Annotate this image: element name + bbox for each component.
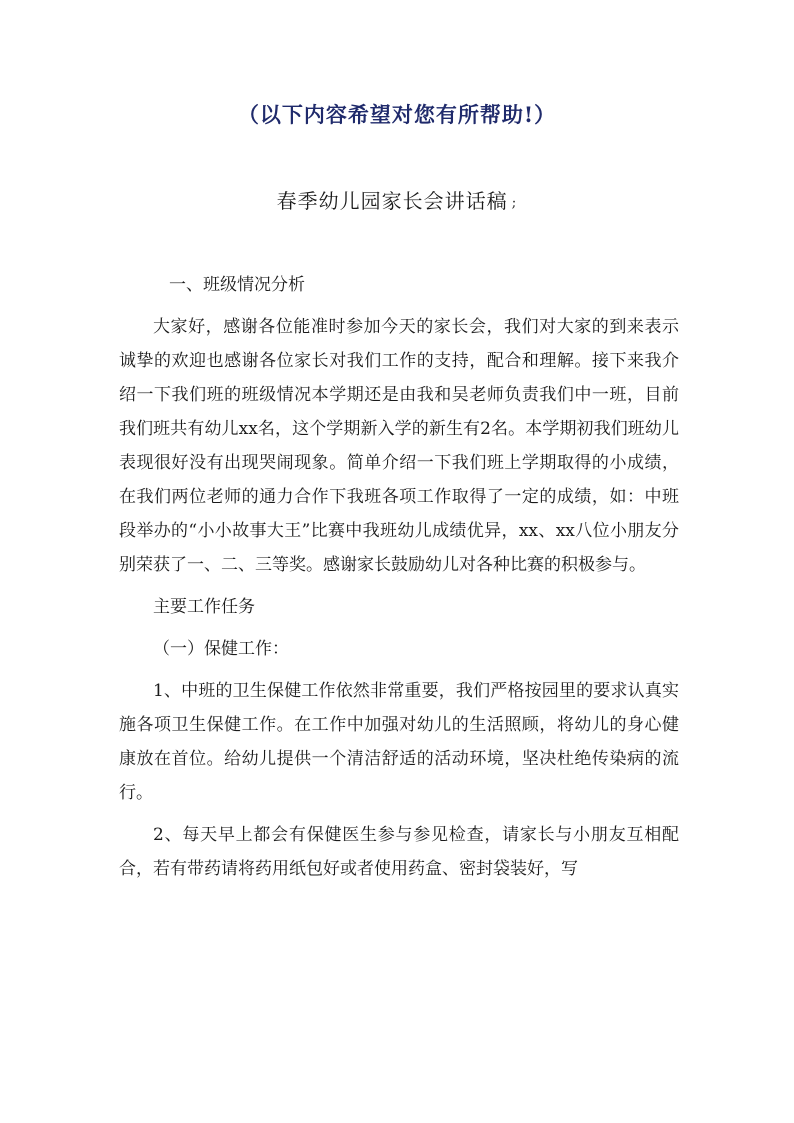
document-body (119, 268, 679, 894)
paragraph-health-work: （一）保健工作： (153, 639, 289, 659)
document-title-text: 春季幼儿园家长会讲话稿 (276, 189, 508, 213)
paragraph-class-overview: 大家好，感谢各位能准时参加今天的家长会，我们对大家的到来表示诚挚的欢迎也感谢各位家长对我们工作的支持，配合和理解。接下来我介绍一下我们班的班级情况本学期还是由我和吴老师负责我们中一班，目前我们班共有幼儿xx名，这个学期新入学的新生有2名。本学期初我们班幼儿表现很好没有出现哭闹现象。简单介绍一下我们班上学期取得的小成绩，在我们两位老师的通力合作下我班各项工作取得了一定的成绩，如：中班段举办的“小小故事大王”比赛中我班幼儿成绩优异，xx、xx八位小朋友分别荣获了一、二、三等奖。感谢家长鼓励幼儿对各种比赛的积极参与。 (119, 317, 679, 575)
paragraph-main-tasks: 主要工作任务 (153, 597, 255, 617)
paragraph-item-2: 2、每天早上都会有保健医生参与参见检查，请家长与小朋友互相配合，若有带药请将药用纸包好或者使用药盒、密封袋装好，写 (119, 825, 679, 879)
document-title (0, 186, 794, 218)
paragraph-item-1: 1、中班的卫生保健工作依然非常重要，我们严格按园里的要求认真实施各项卫生保健工作。在工作中加强对幼儿的生活照顾，将幼儿的身心健康放在首位。给幼儿提供一个清洁舒适的活动环境，坚决杜绝传染病的流行。 (119, 681, 679, 803)
help-banner: （以下内容希望对您有所帮助!） (237, 102, 557, 127)
title-marker: ; (511, 194, 518, 211)
section-heading: 一、班级情况分析 (169, 275, 305, 295)
